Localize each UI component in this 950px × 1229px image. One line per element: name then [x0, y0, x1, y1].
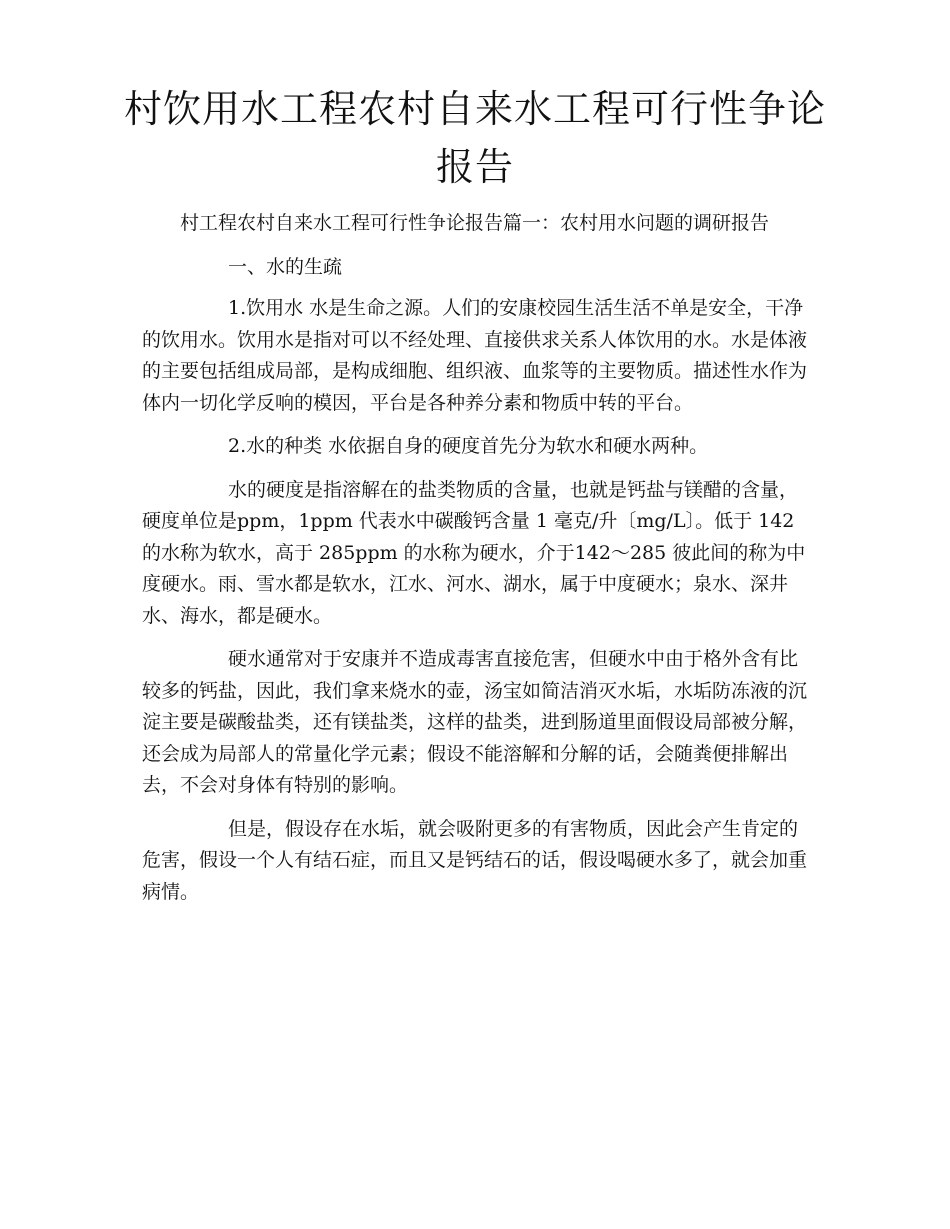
- paragraph-hard-water-effects: 硬水通常对于安康并不造成毒害直接危害，但硬水中由于格外含有比较多的钙盐，因此，我们拿来烧水的壶，汤宝如简洁消灭水垢，水垢防冻液的沉淀主要是碳酸盐类，还有镁盐类，这样的盐类，进到肠道里面假设局部被分解，还会成为局部人的常量化学元素；假设不能溶解和分解的话，会随粪便排解出去，不会对身体有特别的影响。: [142, 648, 808, 796]
- paragraph-drinking-water: 1.饮用水 水是生命之源。人们的安康校园生活生活不单是安全，干净的饮用水。饮用水是指对可以不经处理、直接供求关系人体饮用的水。水是体液的主要包括组成局部，是构成细胞、组织液、血浆等的主要物质。描述性水作为体内一切化学反响的模因，平台是各种养分素和物质中转的平台。: [142, 297, 808, 414]
- paragraph-water-types: 2.水的种类 水依据自身的硬度首先分为软水和硬水两种。: [228, 435, 709, 457]
- document-body: [142, 208, 808, 920]
- section-heading: 一、水的生疏: [228, 255, 343, 278]
- paragraph-scale-harm: 但是，假设存在水垢，就会吸附更多的有害物质，因此会产生肯定的危害，假设一个人有结石症，而且又是钙结石的话，假设喝硬水多了，就会加重病情。: [142, 817, 808, 903]
- intro-paragraph: 村工程农村自来水工程可行性争论报告篇一：农村用水问题的调研报告: [180, 212, 770, 234]
- paragraph-water-hardness: 水的硬度是指溶解在的盐类物质的含量，也就是钙盐与镁醋的含量，硬度单位是ppm，1ppm 代表水中碳酸钙含量 1 毫克/升〔mg/L〕。低于 142 的水称为软水，高于 285ppm 的水称为硬水，介于142～285 彼此间的称为中度硬水。雨、雪水都是软水，江水、河水、湖水，属于中度硬水；泉水、深井水、海水，都是硬水。: [142, 478, 806, 627]
- document-title: 村饮用水工程农村自来水工程可行性争论报告: [123, 87, 826, 189]
